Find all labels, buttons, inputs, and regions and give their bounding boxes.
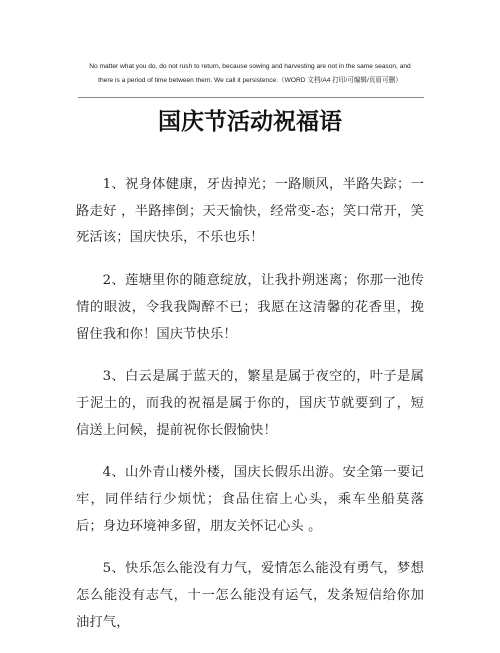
page-header bbox=[40, 60, 460, 88]
header-line-1: No matter what you do, do not rush to return, because sowing and harvesting are not in the same season, and bbox=[89, 63, 411, 70]
header-line-2: there is a period of time between them. We call it persistence.（WORD 文档/A4 打印/可编辑/页眉可删） bbox=[98, 77, 402, 84]
header-divider bbox=[78, 97, 424, 98]
paragraph-1: 1、祝身体健康，牙齿掉光；一路顺风，半路失踪；一路走好 ，半路摔倒；天天愉快，经常变-态；笑口常开，笑死活该；国庆快乐，不乐也乐！ bbox=[76, 177, 424, 246]
document-body bbox=[76, 172, 424, 653]
paragraph-4: 4、山外青山楼外楼，国庆长假乐出游。安全第一要记牢，同伴结行少烦忧；食品住宿上心头，乘车坐船莫落后；身边环境神多留，朋友关怀记心头 。 bbox=[76, 465, 424, 534]
paragraph-5: 5、快乐怎么能没有力气，爱情怎么能没有勇气，梦想怎么能没有志气，十一怎么能没有运气，发条短信给你加油打气， bbox=[76, 561, 424, 630]
paragraph-2: 2、莲塘里你的随意绽放，让我扑朔迷离；你那一池传情的眼波，令我我陶醉不已；我愿在这清馨的花香里，挽留住我和你！国庆节快乐！ bbox=[76, 273, 424, 342]
document-title: 国庆节活动祝福语 bbox=[158, 108, 342, 135]
paragraph-3: 3、白云是属于蓝天的，繁星是属于夜空的，叶子是属于泥土的，而我的祝福是属于你的，国庆节就要到了，短信送上问候，提前祝你长假愉快！ bbox=[76, 369, 424, 438]
